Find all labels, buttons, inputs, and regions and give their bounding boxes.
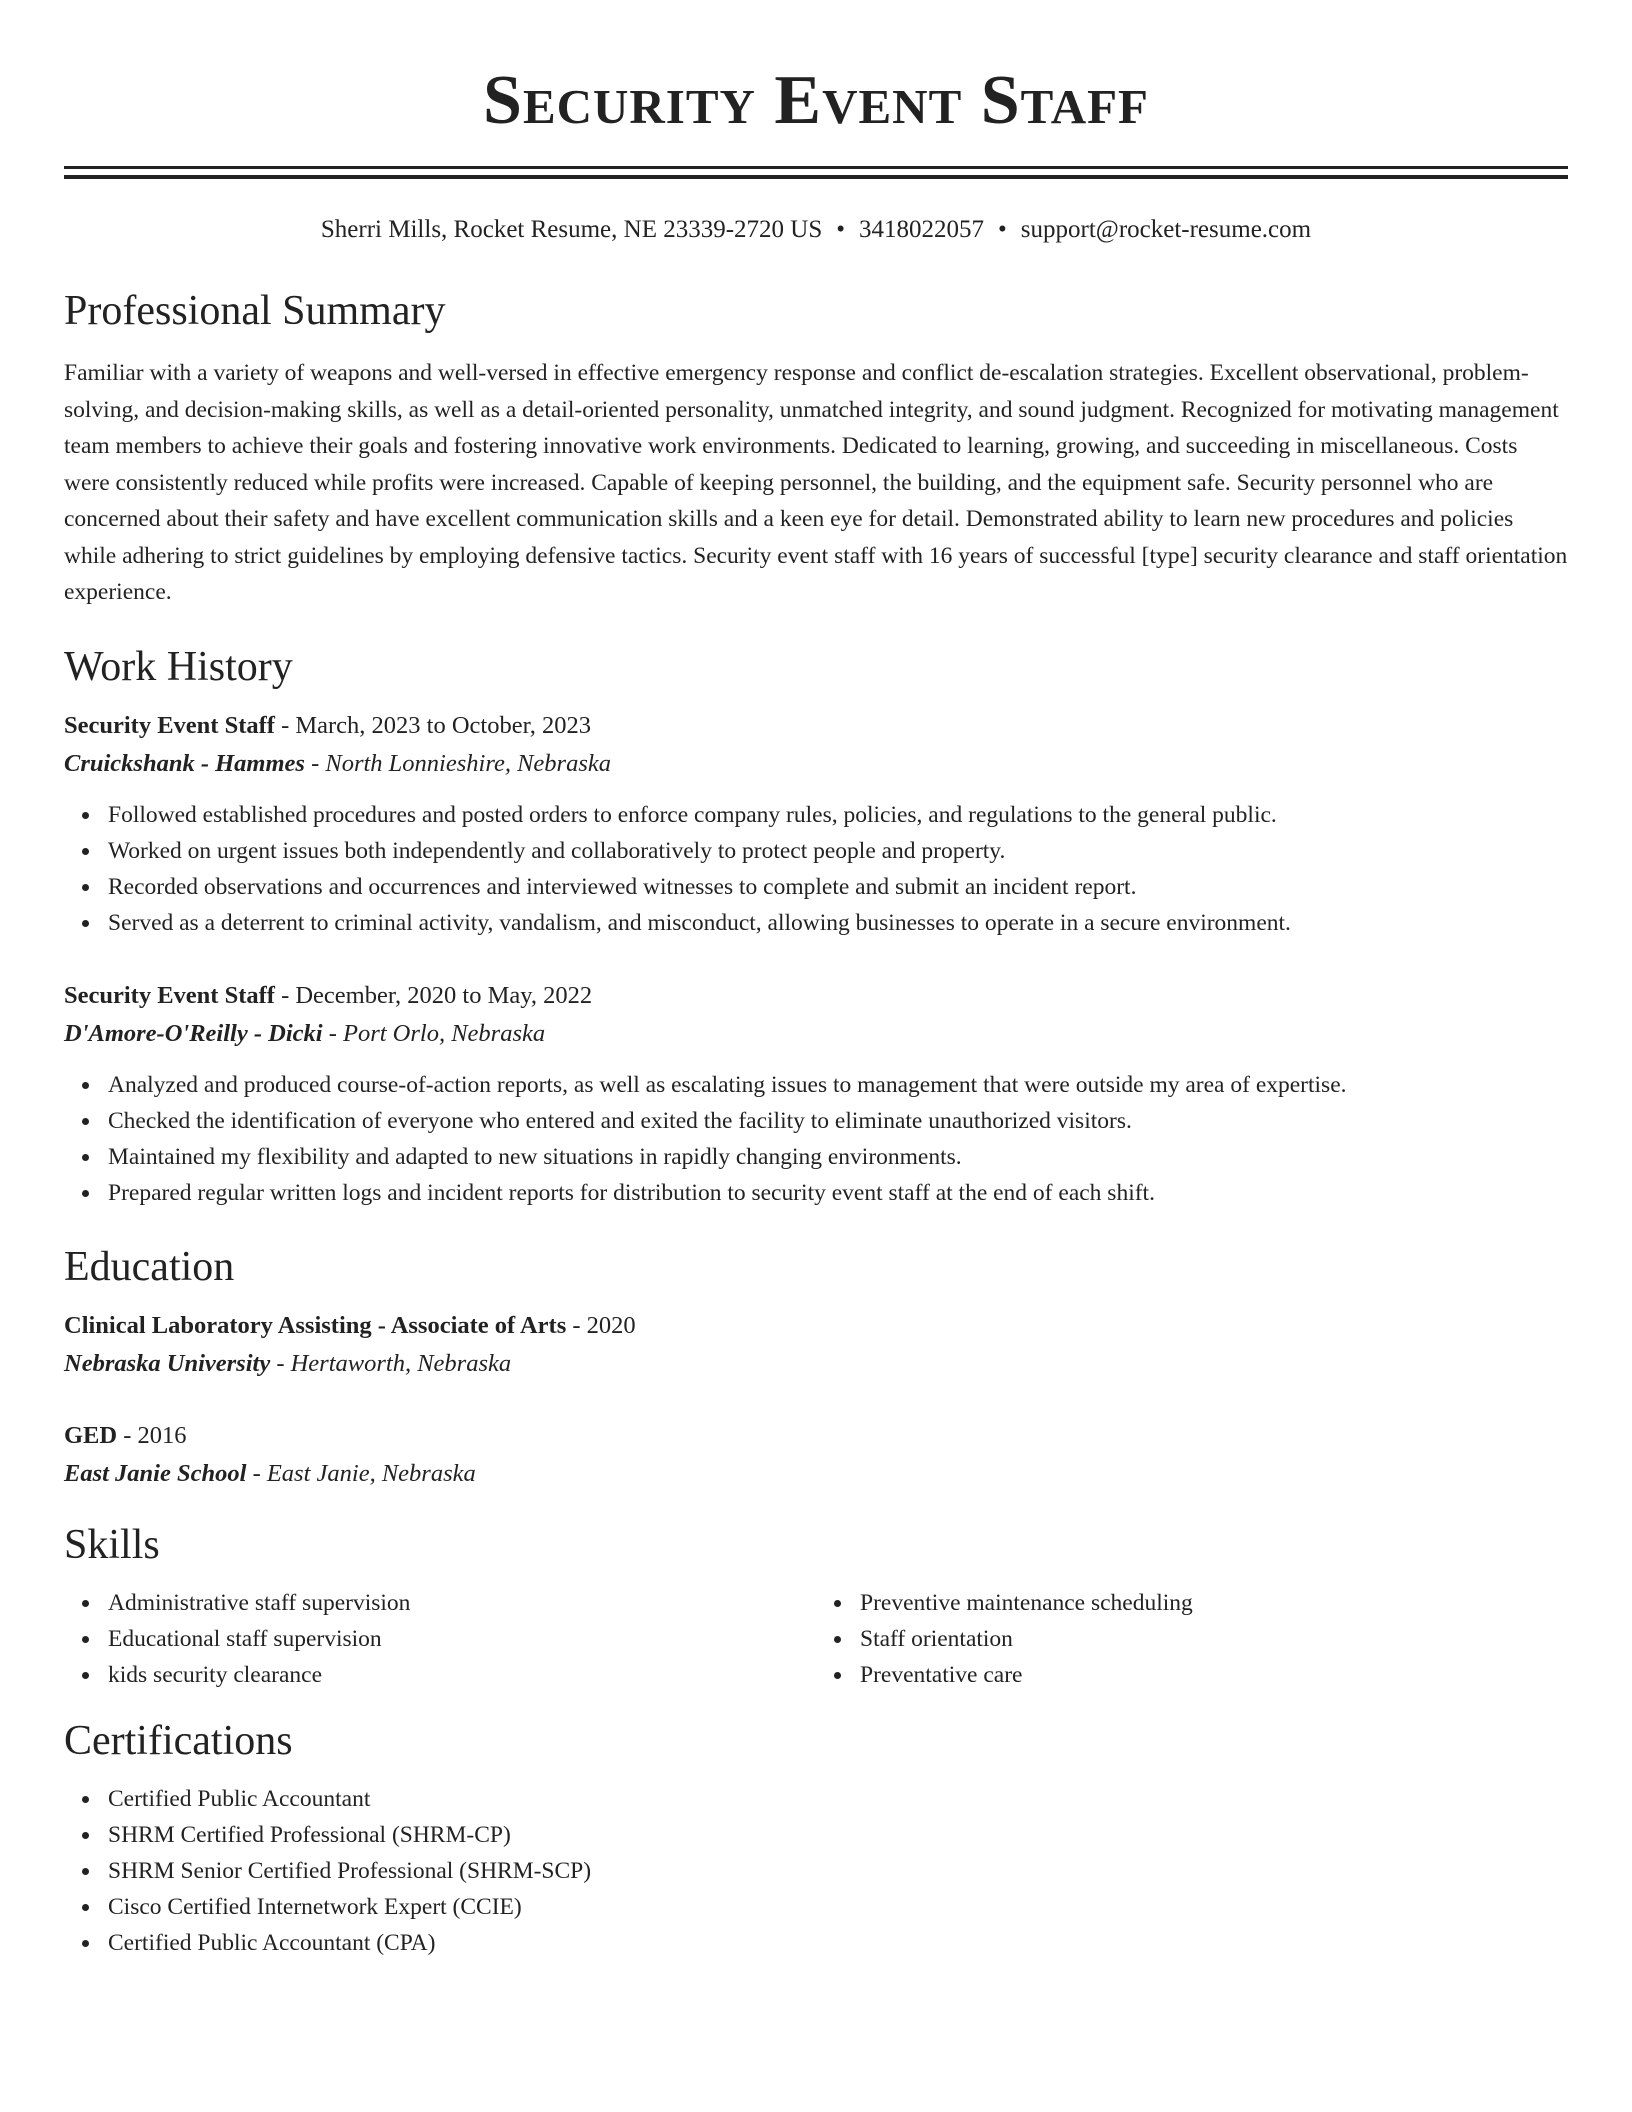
list-item: Checked the identification of everyone who entered and exited the facility to eliminate unauthorized visitors. (108, 1103, 1568, 1139)
list-item: Recorded observations and occurrences and interviewed witnesses to complete and submit an incident report. (108, 869, 1568, 905)
job-company: D'Amore-O'Reilly - Dicki (64, 1019, 323, 1047)
education-entry (64, 1417, 1568, 1493)
education-school: Nebraska University (64, 1349, 271, 1377)
job-title-line (64, 977, 1568, 1015)
contact-separator: • (836, 216, 846, 243)
list-item: Followed established procedures and posted orders to enforce company rules, policies, and regulations to the general public. (108, 797, 1568, 833)
job-role: Security Event Staff (64, 711, 275, 739)
list-item: Maintained my flexibility and adapted to new situations in rapidly changing environments. (108, 1139, 1568, 1175)
contact-separator: • (998, 216, 1007, 243)
education-school-line (64, 1345, 1568, 1383)
work-history-heading: Work History (64, 643, 293, 690)
list-item: Cisco Certified Internetwork Expert (CCIE) (108, 1889, 1568, 1925)
list-item: Certified Public Accountant (CPA) (108, 1925, 1568, 1961)
list-item: Preventative care (860, 1657, 1568, 1693)
certifications-heading: Certifications (64, 1717, 293, 1764)
education-degree: Clinical Laboratory Assisting - Associate of Arts (64, 1311, 567, 1339)
education-heading: Education (64, 1243, 235, 1290)
job-dates: - March, 2023 to October, 2023 (274, 711, 592, 739)
skills-heading: Skills (64, 1521, 160, 1568)
job-role: Security Event Staff (64, 981, 275, 1009)
job-entry (64, 977, 1568, 1211)
job-entry (64, 707, 1568, 941)
list-item: Served as a deterrent to criminal activity, vandalism, and misconduct, allowing businesses to operate in a secure environment. (108, 905, 1568, 941)
header-divider-top (64, 166, 1568, 169)
job-company-line (64, 1015, 1568, 1053)
job-company-line (64, 745, 1568, 783)
job-title-line (64, 707, 1568, 745)
header-divider-bottom (64, 175, 1568, 179)
education-school-line (64, 1455, 1568, 1493)
skills-column-left (64, 1585, 816, 1693)
education-degree-line (64, 1417, 1568, 1455)
list-item: Certified Public Accountant (108, 1781, 1568, 1817)
list-item: kids security clearance (108, 1657, 816, 1693)
list-item: Analyzed and produced course-of-action reports, as well as escalating issues to management that were outside my area of expertise. (108, 1067, 1568, 1103)
education-year: - 2016 (117, 1421, 187, 1449)
skills-grid (64, 1585, 1568, 1693)
skills-column-right (816, 1585, 1568, 1693)
certifications-list (64, 1781, 1568, 1961)
summary-heading: Professional Summary (64, 288, 446, 334)
job-company: Cruickshank - Hammes (64, 749, 305, 777)
job-bullets (64, 1067, 1568, 1211)
education-degree-line (64, 1307, 1568, 1345)
resume-name-title: Security Event Staff (483, 62, 1149, 139)
education-location: - Hertaworth, Nebraska (270, 1349, 512, 1377)
contact-email[interactable]: support@rocket-resume.com (1020, 216, 1312, 243)
contact-line (64, 213, 1568, 247)
education-degree: GED (64, 1421, 118, 1449)
job-location: - Port Orlo, Nebraska (322, 1019, 546, 1047)
list-item: Staff orientation (860, 1621, 1568, 1657)
contact-phone: 3418022057 (859, 216, 985, 243)
job-dates: - December, 2020 to May, 2022 (274, 981, 593, 1009)
list-item: Educational staff supervision (108, 1621, 816, 1657)
education-school: East Janie School (64, 1459, 247, 1487)
education-year: - 2020 (566, 1311, 636, 1339)
list-item: Worked on urgent issues both independently and collaboratively to protect people and property. (108, 833, 1568, 869)
list-item: Administrative staff supervision (108, 1585, 816, 1621)
summary-text: Familiar with a variety of weapons and well-versed in effective emergency response and conflict de-escalation strategies. Excellent observational, problem-solving, and decision-making skills, as well as a detail-oriented personality, unmatched integrity, and sound judgment. Recognized for motivating management team members to achieve their goals and fostering innovative work environments. Dedicated to learning, growing, and succeeding in miscellaneous. Costs were consistently reduced while profits were increased. Capable of keeping personnel, the building, and the equipment safe. Security personnel who are concerned about their safety and have excellent communication skills and a keen eye for detail. Demonstrated ability to learn new procedures and policies while adhering to strict guidelines by employing defensive tactics. Security event staff with 16 years of successful [type] security clearance and staff orientation experience. (64, 360, 1568, 605)
education-entry (64, 1307, 1568, 1383)
list-item: SHRM Senior Certified Professional (SHRM-SCP) (108, 1853, 1568, 1889)
list-item: SHRM Certified Professional (SHRM-CP) (108, 1817, 1568, 1853)
list-item: Prepared regular written logs and incident reports for distribution to security event staff at the end of each shift. (108, 1175, 1568, 1211)
education-location: - East Janie, Nebraska (246, 1459, 476, 1487)
contact-address: Sherri Mills, Rocket Resume, NE 23339-2720 US (320, 216, 823, 243)
job-bullets (64, 797, 1568, 941)
list-item: Preventive maintenance scheduling (860, 1585, 1568, 1621)
job-location: - North Lonnieshire, Nebraska (304, 749, 611, 777)
